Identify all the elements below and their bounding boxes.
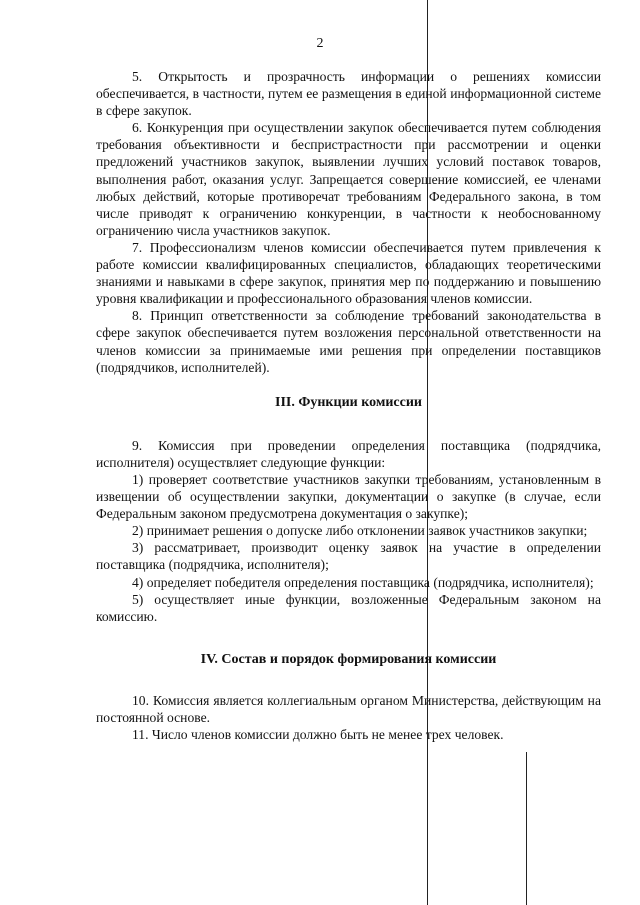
section-heading-composition: IV. Состав и порядок формирования комиссии	[200, 651, 497, 667]
document-body	[96, 68, 601, 743]
function-item-1: 1) проверяет соответствие участников закупки требованиям, установленным в извещении об осуществлении закупки, документации о закупке (в случае, если Федеральным законом предусмотрена документация о закупке);	[96, 471, 601, 522]
paragraph-6: 6. Конкуренция при осуществлении закупок обеспечивается путем соблюдения требования объективности и беспристрастности при рассмотрении и оценки предложений участников закупок, выявлении лучших условий поставок товаров, выполнения работ, оказания услуг. Запрещается совершение комиссией, ее членами любых действий, которые противоречат требованиям Федерального закона, в том числе приводят к ограничению конкуренции, в частности к необоснованному ограничению числа участников закупок.	[96, 120, 601, 238]
paragraph-7: 7. Профессионализм членов комиссии обеспечивается путем привлечения к работе комиссии квалифицированных специалистов, обладающих теоретическими знаниями и навыками в сфере закупок, принятия мер по поддержанию и повышению уровня квалификации и профессионального образования членов комиссии.	[96, 239, 601, 307]
function-item-2: 2) принимает решения о допуске либо отклонении заявок участников закупки;	[132, 523, 588, 539]
paragraph-9: 9. Комиссия при проведении определения поставщика (подрядчика, исполнителя) осуществляет следующие функции:	[96, 437, 601, 470]
function-item-4: 4) определяет победителя определения поставщика (подрядчика, исполнителя);	[132, 574, 594, 590]
section-heading-functions: III. Функции комиссии	[275, 394, 422, 410]
function-item-5: 5) осуществляет иные функции, возложенные Федеральным законом на комиссию.	[96, 591, 601, 624]
paragraph-8: 8. Принцип ответственности за соблюдение требований законодательства в сфере закупок обеспечивается путем возложения персональной ответственности на членов комиссии за принимаемые ими решения при определении поставщиков (подрядчиков, исполнителей).	[96, 308, 601, 375]
page-number: 2	[316, 36, 324, 51]
paragraph-10: 10. Комиссия является коллегиальным органом Министерства, действующим на постоянной основе.	[96, 692, 601, 725]
paragraph-5: 5. Открытость и прозрачность информации о решениях комиссии обеспечивается, в частности, путем ее размещения в единой информационной системе в сфере закупок.	[96, 69, 601, 119]
scan-line-vertical-short	[526, 752, 527, 905]
paragraph-11: 11. Число членов комиссии должно быть не менее трех человек.	[132, 727, 504, 743]
function-item-3: 3) рассматривает, производит оценку заявок на участие в определении поставщика (подрядчика, исполнителя);	[96, 540, 601, 573]
